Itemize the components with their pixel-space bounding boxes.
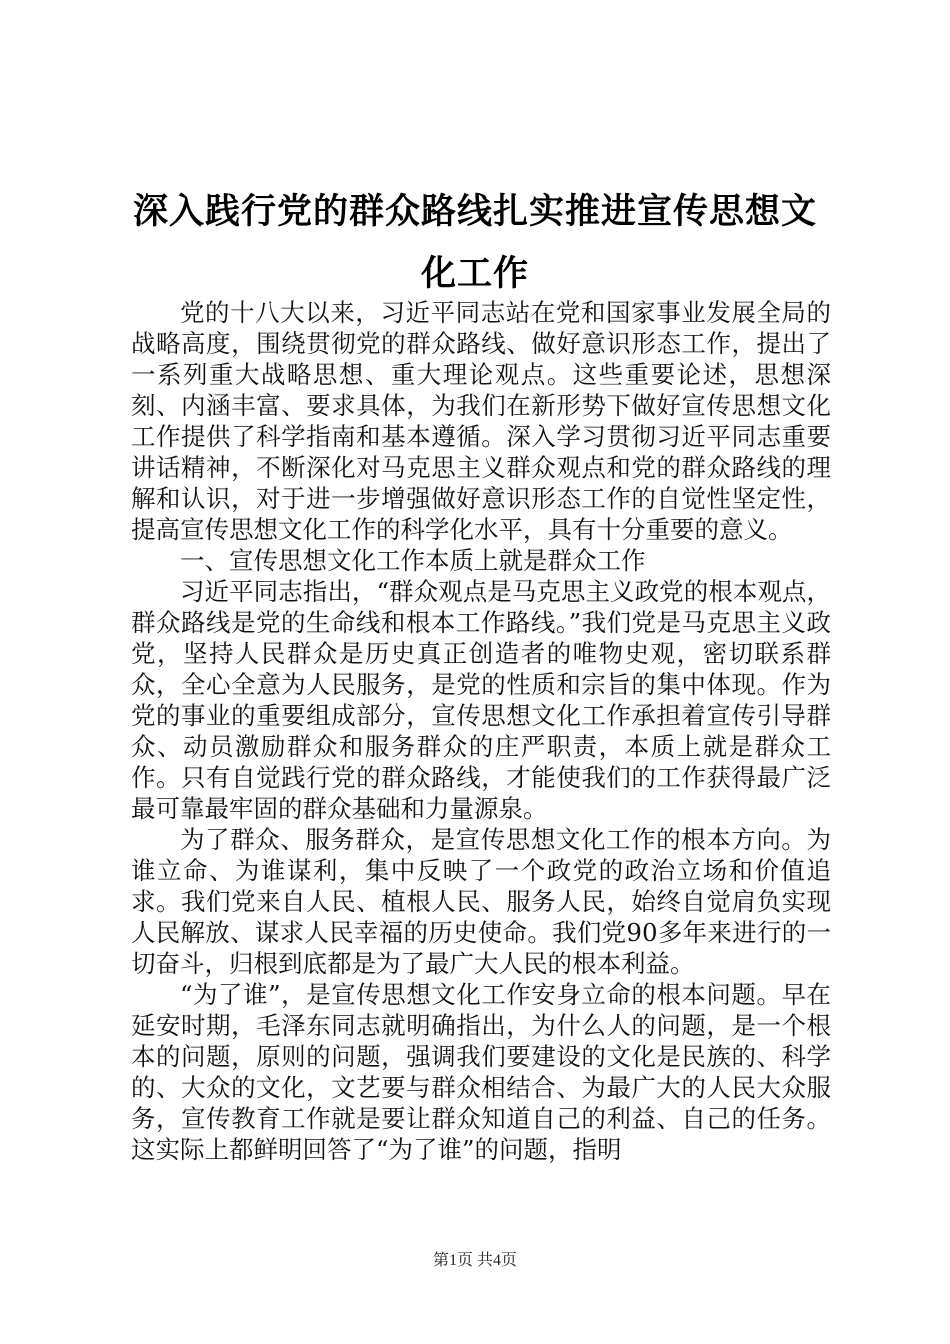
- document-body: [131, 297, 831, 1196]
- document-title: 深入践行党的群众路线扎实推进宣传思想文化工作: [132, 191, 817, 295]
- body-paragraph: 为了群众、服务群众，是宣传思想文化工作的根本方向。为谁立命、为谁谋利，集中反映了一个政党的政治立场和价值追求。我们党来自人民、植根人民、服务人民，始终自觉肩负实现人民解放、谋求人民幸福的历史使命。我们党90多年来进行的一切奋斗，归根到底都是为了最广大人民的根本利益。: [131, 825, 831, 978]
- body-paragraph-intro: 党的十八大以来，习近平同志站在党和国家事业发展全局的战略高度，围绕贯彻党的群众路线、做好意识形态工作，提出了一系列重大战略思想、重大理论观点。这些重要论述，思想深刻、内涵丰富、要求具体，为我们在新形势下做好宣传思想文化工作提供了科学指南和基本遵循。深入学习贯彻习近平同志重要讲话精神，不断深化对马克思主义群众观点和党的群众路线的理解和认识，对于进一步增强做好意识形态工作的自觉性坚定性，提高宣传思想文化工作的科学化水平，具有十分重要的意义。: [131, 298, 831, 544]
- body-paragraph: 习近平同志指出，“群众观点是马克思主义政党的根本观点，群众路线是党的生命线和根本工作路线。”我们党是马克思主义政党，坚持人民群众是历史真正创造者的唯物史观，密切联系群众，全心全意为人民服务，是党的性质和宗旨的集中体现。作为党的事业的重要组成部分，宣传思想文化工作承担着宣传引导群众、动员激励群众和服务群众的庄严职责，本质上就是群众工作。只有自觉践行党的群众路线，才能使我们的工作获得最广泛最可靠最牢固的群众基础和力量源泉。: [131, 577, 831, 823]
- page-number-footer: 第1页 共4页: [432, 1252, 517, 1269]
- body-paragraph: “为了谁”，是宣传思想文化工作安身立命的根本问题。早在延安时期，毛泽东同志就明确指出，为什么人的问题，是一个根本的问题，原则的问题，强调我们要建设的文化是民族的、科学的、大众的文化，文艺要与群众相结合、为最广大的人民大众服务，宣传教育工作就是要让群众知道自己的利益、自己的任务。这实际上都鲜明回答了“为了谁”的问题，指明: [131, 980, 831, 1164]
- section-heading-1: 一、宣传思想文化工作本质上就是群众工作: [180, 546, 646, 575]
